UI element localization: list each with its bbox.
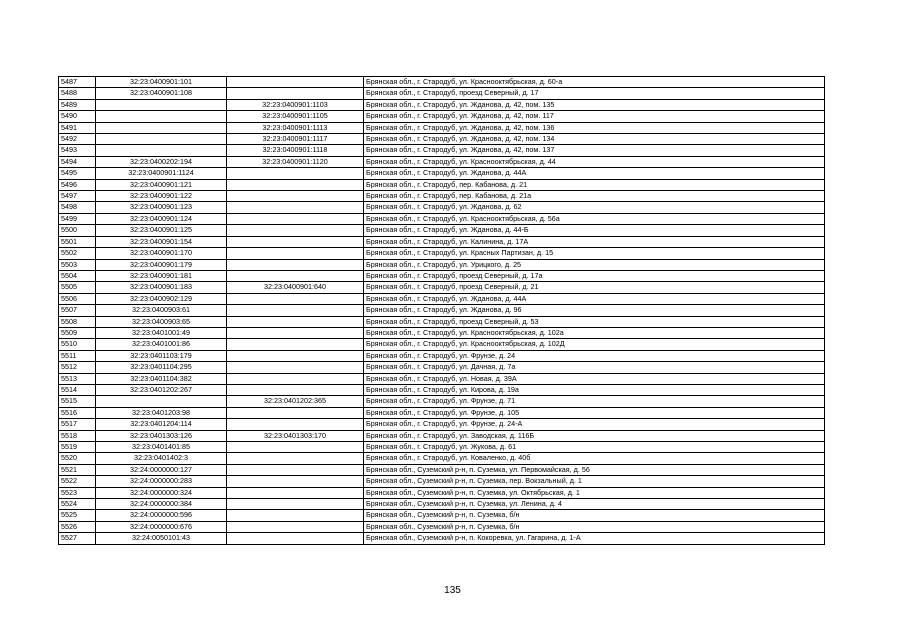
cadastral-number: 32:23:0400901:154 <box>96 236 227 247</box>
table-row <box>59 521 825 532</box>
cadastral-number: 32:23:0401402:3 <box>96 453 227 464</box>
related-cadastral-number <box>227 487 364 498</box>
row-number: 5509 <box>59 327 96 338</box>
related-cadastral-number <box>227 419 364 430</box>
related-cadastral-number <box>227 202 364 213</box>
cadastral-number: 32:23:0401204:114 <box>96 419 227 430</box>
row-number: 5518 <box>59 430 96 441</box>
cadastral-number <box>96 134 227 145</box>
related-cadastral-number <box>227 77 364 88</box>
table-row <box>59 533 825 544</box>
row-number: 5516 <box>59 407 96 418</box>
related-cadastral-number: 32:23:0400901:1117 <box>227 134 364 145</box>
related-cadastral-number <box>227 510 364 521</box>
related-cadastral-number <box>227 248 364 259</box>
related-cadastral-number: 32:23:0400901:640 <box>227 282 364 293</box>
table-row <box>59 77 825 88</box>
table-row <box>59 145 825 156</box>
table-row <box>59 259 825 270</box>
related-cadastral-number <box>227 350 364 361</box>
row-number: 5524 <box>59 499 96 510</box>
row-number: 5499 <box>59 213 96 224</box>
table-row <box>59 191 825 202</box>
related-cadastral-number <box>227 179 364 190</box>
row-number: 5488 <box>59 88 96 99</box>
related-cadastral-number <box>227 442 364 453</box>
related-cadastral-number <box>227 373 364 384</box>
table-row <box>59 134 825 145</box>
row-number: 5494 <box>59 156 96 167</box>
table-row <box>59 476 825 487</box>
cadastral-number: 32:23:0401104:295 <box>96 362 227 373</box>
cadastral-number: 32:23:0401303:126 <box>96 430 227 441</box>
cadastral-number: 32:24:0050101:43 <box>96 533 227 544</box>
related-cadastral-number: 32:23:0401303:170 <box>227 430 364 441</box>
table-row <box>59 419 825 430</box>
cadastral-number <box>96 99 227 110</box>
address: Брянская обл., г. Стародуб, ул. Фрунзе, д. 71 <box>364 396 825 407</box>
cadastral-number: 32:23:0400901:108 <box>96 88 227 99</box>
address: Брянская обл., г. Стародуб, пер. Кабанова, д. 21 <box>364 179 825 190</box>
address: Брянская обл., г. Стародуб, проезд Северный, д. 53 <box>364 316 825 327</box>
related-cadastral-number <box>227 339 364 350</box>
property-table <box>58 76 825 545</box>
address: Брянская обл., г. Стародуб, ул. Калинина, д. 17А <box>364 236 825 247</box>
row-number: 5519 <box>59 442 96 453</box>
row-number: 5502 <box>59 248 96 259</box>
row-number: 5520 <box>59 453 96 464</box>
related-cadastral-number <box>227 225 364 236</box>
related-cadastral-number <box>227 464 364 475</box>
row-number: 5492 <box>59 134 96 145</box>
table-row <box>59 305 825 316</box>
table-row <box>59 316 825 327</box>
address: Брянская обл., г. Стародуб, ул. Фрунзе, д. 24-А <box>364 419 825 430</box>
page-number: 135 <box>444 585 461 596</box>
cadastral-number: 32:23:0400901:122 <box>96 191 227 202</box>
row-number: 5512 <box>59 362 96 373</box>
related-cadastral-number <box>227 270 364 281</box>
address: Брянская обл., г. Стародуб, ул. Жданова, д. 44-Б <box>364 225 825 236</box>
table-row <box>59 384 825 395</box>
cadastral-number: 32:23:0401103:179 <box>96 350 227 361</box>
table-row <box>59 122 825 133</box>
cadastral-number: 32:23:0401001:49 <box>96 327 227 338</box>
address: Брянская обл., г. Стародуб, ул. Жданова, д. 44А <box>364 168 825 179</box>
address: Брянская обл., г. Стародуб, ул. Фрунзе, д. 105 <box>364 407 825 418</box>
cadastral-number: 32:23:0400901:183 <box>96 282 227 293</box>
row-number: 5504 <box>59 270 96 281</box>
address: Брянская обл., г. Стародуб, ул. Новая, д. 39А <box>364 373 825 384</box>
related-cadastral-number <box>227 533 364 544</box>
row-number: 5498 <box>59 202 96 213</box>
address: Брянская обл., г. Стародуб, ул. Коваленко, д. 40б <box>364 453 825 464</box>
row-number: 5496 <box>59 179 96 190</box>
related-cadastral-number <box>227 293 364 304</box>
row-number: 5487 <box>59 77 96 88</box>
cadastral-number: 32:23:0400901:1124 <box>96 168 227 179</box>
address: Брянская обл., г. Стародуб, ул. Жданова, д. 96 <box>364 305 825 316</box>
related-cadastral-number <box>227 305 364 316</box>
table-row <box>59 168 825 179</box>
cadastral-number: 32:23:0400901:125 <box>96 225 227 236</box>
cadastral-number: 32:23:0400902:129 <box>96 293 227 304</box>
address: Брянская обл., г. Стародуб, ул. Жданова, д. 42, пом. 117 <box>364 111 825 122</box>
address: Брянская обл., г. Стародуб, ул. Кирова, д. 19а <box>364 384 825 395</box>
cadastral-number: 32:23:0400901:181 <box>96 270 227 281</box>
address: Брянская обл., г. Стародуб, ул. Краснооктябрьская, д. 60-а <box>364 77 825 88</box>
cadastral-number: 32:23:0400903:65 <box>96 316 227 327</box>
related-cadastral-number: 32:23:0400901:1120 <box>227 156 364 167</box>
cadastral-number <box>96 145 227 156</box>
address: Брянская обл., г. Стародуб, ул. Жданова, д. 62 <box>364 202 825 213</box>
row-number: 5521 <box>59 464 96 475</box>
address: Брянская обл., г. Стародуб, ул. Дачная, д. 7а <box>364 362 825 373</box>
cadastral-number: 32:23:0400901:124 <box>96 213 227 224</box>
row-number: 5515 <box>59 396 96 407</box>
cadastral-number: 32:24:0000000:324 <box>96 487 227 498</box>
related-cadastral-number: 32:23:0400901:1105 <box>227 111 364 122</box>
table-row <box>59 213 825 224</box>
row-number: 5513 <box>59 373 96 384</box>
row-number: 5506 <box>59 293 96 304</box>
related-cadastral-number <box>227 384 364 395</box>
address: Брянская обл., г. Стародуб, проезд Северный, д. 17а <box>364 270 825 281</box>
table-row <box>59 339 825 350</box>
address: Брянская обл., г. Стародуб, пер. Кабанова, д. 21а <box>364 191 825 202</box>
address: Брянская обл., г. Стародуб, ул. Урицкого, д. 25 <box>364 259 825 270</box>
table-row <box>59 156 825 167</box>
address: Брянская обл., г. Стародуб, ул. Краснооктябрьская, д. 56а <box>364 213 825 224</box>
cadastral-number: 32:24:0000000:596 <box>96 510 227 521</box>
related-cadastral-number: 32:23:0400901:1103 <box>227 99 364 110</box>
related-cadastral-number: 32:23:0401202:365 <box>227 396 364 407</box>
table-row <box>59 499 825 510</box>
address: Брянская обл., Суземский р-н, п. Суземка, б/н <box>364 510 825 521</box>
table-row <box>59 453 825 464</box>
table-row <box>59 464 825 475</box>
cadastral-number: 32:23:0400202:194 <box>96 156 227 167</box>
cadastral-number: 32:23:0401401:85 <box>96 442 227 453</box>
address: Брянская обл., г. Стародуб, ул. Жукова, д. 61 <box>364 442 825 453</box>
table-row <box>59 362 825 373</box>
address: Брянская обл., г. Стародуб, ул. Краснооктябрьская, д. 102Д <box>364 339 825 350</box>
related-cadastral-number: 32:23:0400901:1113 <box>227 122 364 133</box>
related-cadastral-number <box>227 213 364 224</box>
address: Брянская обл., г. Стародуб, ул. Красных Партизан, д. 15 <box>364 248 825 259</box>
table-row <box>59 236 825 247</box>
cadastral-number: 32:23:0400901:179 <box>96 259 227 270</box>
cadastral-number <box>96 111 227 122</box>
row-number: 5503 <box>59 259 96 270</box>
row-number: 5489 <box>59 99 96 110</box>
row-number: 5507 <box>59 305 96 316</box>
table-row <box>59 202 825 213</box>
table-row <box>59 487 825 498</box>
row-number: 5526 <box>59 521 96 532</box>
address: Брянская обл., Суземский р-н, п. Суземка, б/н <box>364 521 825 532</box>
row-number: 5491 <box>59 122 96 133</box>
row-number: 5517 <box>59 419 96 430</box>
row-number: 5505 <box>59 282 96 293</box>
address: Брянская обл., г. Стародуб, ул. Заводская, д. 116Б <box>364 430 825 441</box>
row-number: 5514 <box>59 384 96 395</box>
row-number: 5511 <box>59 350 96 361</box>
cadastral-number: 32:23:0401202:267 <box>96 384 227 395</box>
cadastral-number: 32:24:0000000:283 <box>96 476 227 487</box>
related-cadastral-number: 32:23:0400901:1118 <box>227 145 364 156</box>
cadastral-number <box>96 396 227 407</box>
related-cadastral-number <box>227 362 364 373</box>
address: Брянская обл., г. Стародуб, ул. Фрунзе, д. 24 <box>364 350 825 361</box>
table-row <box>59 99 825 110</box>
table-row <box>59 248 825 259</box>
cadastral-number: 32:24:0000000:676 <box>96 521 227 532</box>
table-row <box>59 407 825 418</box>
related-cadastral-number <box>227 453 364 464</box>
related-cadastral-number <box>227 168 364 179</box>
table-row <box>59 225 825 236</box>
related-cadastral-number <box>227 316 364 327</box>
related-cadastral-number <box>227 521 364 532</box>
cadastral-number: 32:23:0401001:86 <box>96 339 227 350</box>
related-cadastral-number <box>227 259 364 270</box>
table-row <box>59 430 825 441</box>
address: Брянская обл., г. Стародуб, проезд Северный, д. 17 <box>364 88 825 99</box>
address: Брянская обл., г. Стародуб, ул. Жданова, д. 44А <box>364 293 825 304</box>
cadastral-number: 32:24:0000000:127 <box>96 464 227 475</box>
row-number: 5490 <box>59 111 96 122</box>
cadastral-number: 32:23:0400901:101 <box>96 77 227 88</box>
table-row <box>59 179 825 190</box>
row-number: 5525 <box>59 510 96 521</box>
address: Брянская обл., г. Стародуб, ул. Краснооктябрьская, д. 44 <box>364 156 825 167</box>
address: Брянская обл., Суземский р-н, п. Суземка, ул. Октябрьская, д. 1 <box>364 487 825 498</box>
table-row <box>59 111 825 122</box>
cadastral-number: 32:24:0000000:384 <box>96 499 227 510</box>
related-cadastral-number <box>227 236 364 247</box>
row-number: 5501 <box>59 236 96 247</box>
address: Брянская обл., г. Стародуб, ул. Жданова, д. 42, пом. 136 <box>364 122 825 133</box>
row-number: 5522 <box>59 476 96 487</box>
address: Брянская обл., Суземский р-н, п. Суземка, ул. Ленина, д. 4 <box>364 499 825 510</box>
cadastral-number: 32:23:0401203:98 <box>96 407 227 418</box>
related-cadastral-number <box>227 476 364 487</box>
address: Брянская обл., Суземский р-н, п. Суземка, ул. Первомайская, д. 56 <box>364 464 825 475</box>
row-number: 5508 <box>59 316 96 327</box>
row-number: 5493 <box>59 145 96 156</box>
cadastral-number: 32:23:0400903:61 <box>96 305 227 316</box>
address: Брянская обл., Суземский р-н, п. Суземка, пер. Вокзальный, д. 1 <box>364 476 825 487</box>
related-cadastral-number <box>227 407 364 418</box>
cadastral-number <box>96 122 227 133</box>
cadastral-number: 32:23:0400901:123 <box>96 202 227 213</box>
row-number: 5510 <box>59 339 96 350</box>
address: Брянская обл., Суземский р-н, п. Кокоревка, ул. Гагарина, д. 1-А <box>364 533 825 544</box>
table-row <box>59 350 825 361</box>
table-row <box>59 373 825 384</box>
row-number: 5500 <box>59 225 96 236</box>
address: Брянская обл., г. Стародуб, ул. Жданова, д. 42, пом. 137 <box>364 145 825 156</box>
table-row <box>59 293 825 304</box>
related-cadastral-number <box>227 327 364 338</box>
table-row <box>59 442 825 453</box>
address: Брянская обл., г. Стародуб, ул. Краснооктябрьская, д. 102а <box>364 327 825 338</box>
table-body <box>59 77 825 545</box>
row-number: 5527 <box>59 533 96 544</box>
cadastral-number: 32:23:0400901:121 <box>96 179 227 190</box>
address: Брянская обл., г. Стародуб, ул. Жданова, д. 42, пом. 135 <box>364 99 825 110</box>
address: Брянская обл., г. Стародуб, проезд Северный, д. 21 <box>364 282 825 293</box>
address: Брянская обл., г. Стародуб, ул. Жданова, д. 42, пом. 134 <box>364 134 825 145</box>
row-number: 5495 <box>59 168 96 179</box>
related-cadastral-number <box>227 499 364 510</box>
row-number: 5497 <box>59 191 96 202</box>
table-row <box>59 396 825 407</box>
related-cadastral-number <box>227 191 364 202</box>
cadastral-number: 32:23:0400901:170 <box>96 248 227 259</box>
table-row <box>59 327 825 338</box>
table-row <box>59 88 825 99</box>
row-number: 5523 <box>59 487 96 498</box>
table-row <box>59 510 825 521</box>
related-cadastral-number <box>227 88 364 99</box>
table-row <box>59 270 825 281</box>
table-row <box>59 282 825 293</box>
cadastral-number: 32:23:0401104:382 <box>96 373 227 384</box>
